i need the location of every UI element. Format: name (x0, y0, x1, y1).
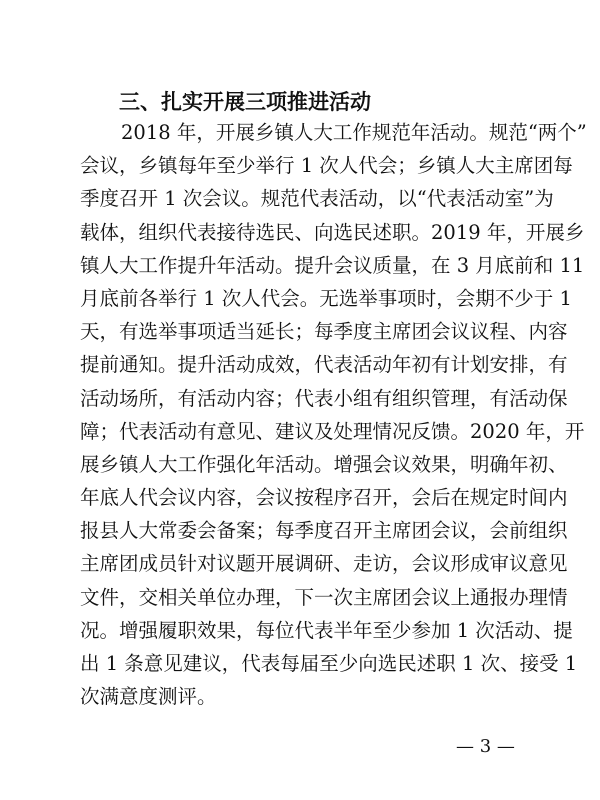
paragraph-line: 展乡镇人大工作强化年活动。增强会议效果，明确年初、 (80, 452, 568, 476)
paragraph-line: 出 1 条意见建议，代表每届至少向选民述职 1 次、接受 1 (80, 652, 578, 675)
paragraph-line: 主席团成员针对议题开展调研、走访，会议形成审议意见 (80, 552, 568, 576)
paragraph-line: 天，有选举事项适当延长；每季度主席团会议议程、内容 (80, 320, 568, 344)
paragraph-line: 年底人代会议内容，会议按程序召开，会后在规定时间内 (80, 486, 568, 510)
body-paragraph (80, 116, 587, 713)
paragraph-line: 文件，交相关单位办理，下一次主席团会议上通报办理情 (80, 585, 568, 609)
paragraph-line: 报县人大常委会备案；每季度召开主席团会议，会前组织 (80, 519, 568, 543)
paragraph-line: 载体，组织代表接待选民、向选民述职。2019 年，开展乡 (80, 220, 585, 244)
section-heading: 三、扎实开展三项推进活动 (119, 90, 371, 114)
paragraph-line: 季度召开 1 次会议。规范代表活动，以“代表活动室”为 (80, 187, 554, 211)
paragraph-line: 提前通知。提升活动成效，代表活动年初有计划安排，有 (80, 353, 568, 377)
paragraph-line: 况。增强履职效果，每位代表半年至少参加 1 次活动、提 (80, 618, 573, 642)
paragraph-line: 2018 年，开展乡镇人大工作规范年活动。规范“两个” (121, 121, 587, 144)
paragraph-line: 会议，乡镇每年至少举行 1 次人代会；乡镇人大主席团每 (80, 154, 573, 178)
paragraph-line: 次满意度测评。 (80, 685, 217, 709)
page-number: — 3 — (456, 736, 515, 757)
paragraph-line: 镇人大工作提升年活动。提升会议质量，在 3 月底前和 11 (80, 253, 585, 277)
paragraph-line: 月底前各举行 1 次人代会。无选举事项时，会期不少于 1 (80, 286, 572, 310)
paragraph-line: 活动场所，有活动内容；代表小组有组织管理，有活动保 (80, 386, 568, 410)
paragraph-line: 障；代表活动有意见、建议及处理情况反馈。2020 年，开 (80, 419, 585, 443)
